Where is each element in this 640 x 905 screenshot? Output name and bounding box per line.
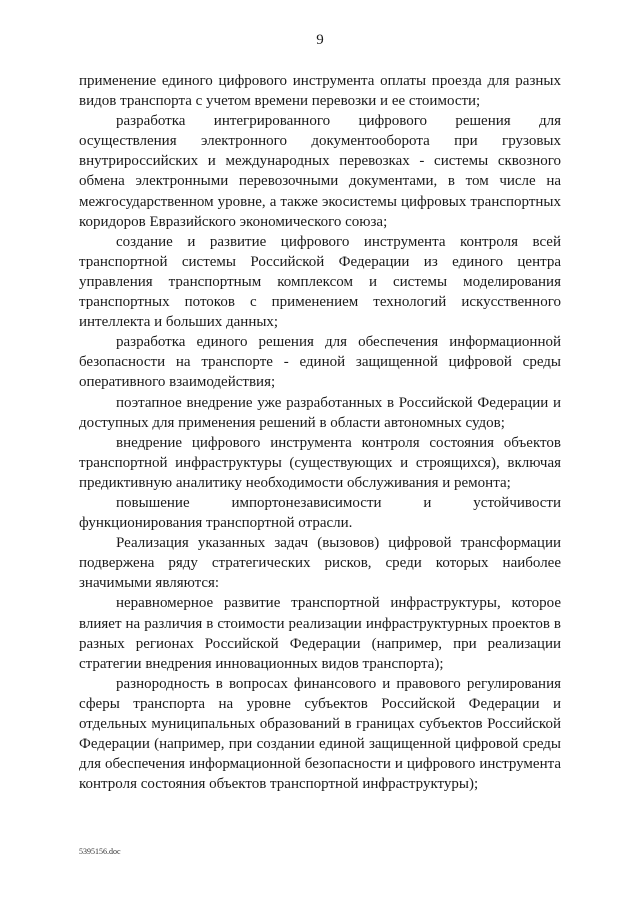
paragraph-document-exchange: разработка интегрированного цифрового решения для осуществления электронного документооборота при грузовых внутрироссийских и международных перевозках - системы сквозного обмена электронными перевозочными документами, в том числе на межгосударственном уровне, а также экосистемы цифровых транспортных коридоров Евразийского экономического союза; bbox=[79, 113, 561, 230]
paragraph-autonomous-ships: поэтапное внедрение уже разработанных в Российской Федерации и доступных для применения решений в области автономных судов; bbox=[79, 394, 561, 431]
paragraph-risk-uneven-development: неравномерное развитие транспортной инфраструктуры, которое влияет на различия в стоимости реализации инфраструктурных проектов в разных регионах Российской Федерации (например, при реализации стратегии внедрения инновационных видов транспорта); bbox=[79, 595, 561, 672]
paragraph-control-system: создание и развитие цифрового инструмента контроля всей транспортной системы Российской Федерации из единого центра управления транспортным комплексом и системы моделирования транспортных потоков с применением технологий искусственного интеллекта и больших данных; bbox=[79, 233, 561, 331]
paragraph-risk-regulation: разнородность в вопросах финансового и правового регулирования сферы транспорта на уровне субъектов Российской Федерации и отдельных муниципальных образований в границах субъектов Российской Федерации (например, при создании единой защищенной цифровой среды для обеспечения информационной безопасности и цифрового инструмента контроля состояния объектов транспортной инфраструктуры); bbox=[79, 675, 561, 793]
paragraph-information-security: разработка единого решения для обеспечения информационной безопасности на транспорте - единой защищенной цифровой среды оперативного взаимодействия; bbox=[79, 334, 561, 391]
document-body bbox=[79, 71, 561, 794]
paragraph-import-independence: повышение импортонезависимости и устойчивости функционирования транспортной отрасли. bbox=[79, 494, 561, 532]
paragraph-risks-intro: Реализация указанных задач (вызовов) цифровой трансформации подвержена ряду стратегических рисков, среди которых наиболее значимыми являются: bbox=[79, 535, 561, 592]
footer-filename: 5395156.doc bbox=[79, 847, 121, 856]
paragraph-infrastructure-monitoring: внедрение цифрового инструмента контроля состояния объектов транспортной инфраструктуры (существующих и строящихся), включая предиктивную аналитику необходимости обслуживания и ремонта; bbox=[79, 434, 561, 491]
paragraph-continuation: применение единого цифрового инструмента оплаты проезда для разных видов транспорта с учетом времени перевозки и ее стоимости; bbox=[79, 73, 561, 110]
page-number: 9 bbox=[316, 32, 324, 48]
